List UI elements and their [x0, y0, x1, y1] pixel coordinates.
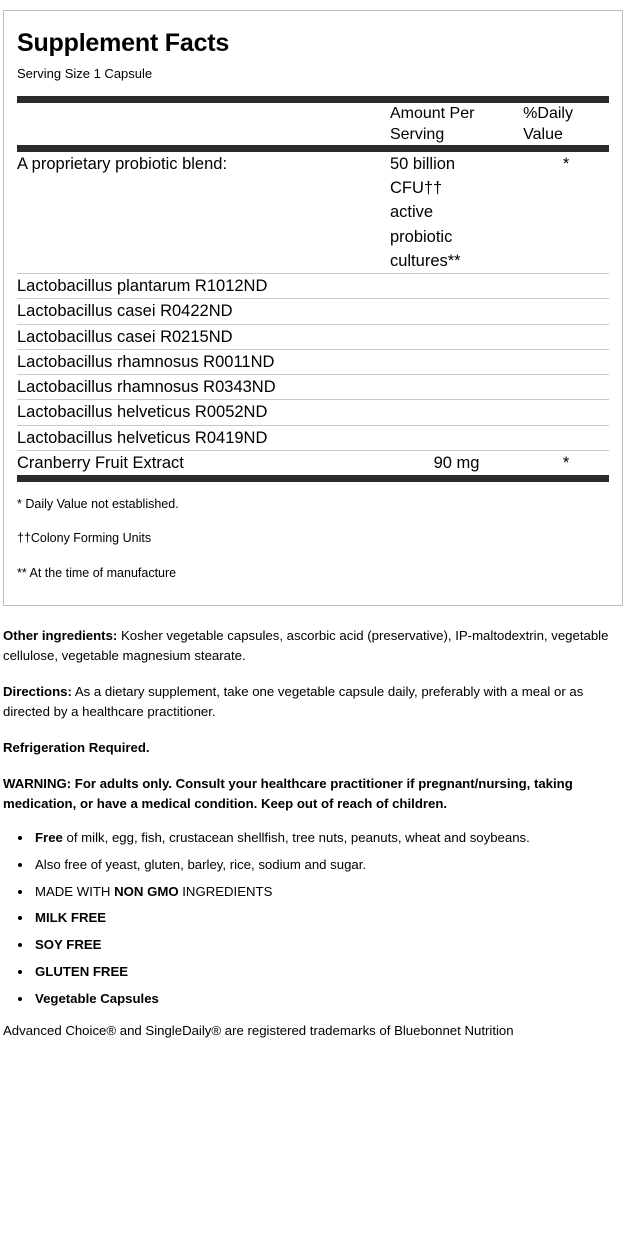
- divider-thick-bottom: [17, 475, 609, 482]
- list-item: [33, 936, 632, 955]
- blend-amount-line: 50 billion: [389, 154, 456, 173]
- table-row-strain: [17, 400, 609, 425]
- header-amount-per-serving: Amount Per Serving: [389, 104, 475, 143]
- footnote-manufacture: ** At the time of manufacture: [17, 565, 177, 580]
- strain-daily-value: [523, 274, 609, 299]
- supplement-facts-body: [17, 152, 609, 475]
- table-row-strain: [17, 349, 609, 374]
- list-item: [33, 883, 632, 902]
- strain-daily-value: [523, 400, 609, 425]
- claim-text: MADE WITH: [35, 883, 115, 899]
- claim-text: INGREDIENTS: [178, 883, 273, 899]
- strain-name: Lactobacillus casei R0422ND: [17, 299, 390, 324]
- trademark-note: Advanced Choice® and SingleDaily® are registered trademarks of Bluebonnet Nutrition: [3, 1023, 514, 1039]
- blend-amount: [390, 152, 523, 274]
- list-item: [33, 963, 632, 982]
- table-row-blend: [17, 152, 609, 274]
- list-item: [33, 990, 632, 1009]
- table-row-strain: [17, 375, 609, 400]
- page-title: Supplement Facts: [17, 29, 230, 57]
- label-body-copy: [3, 626, 632, 1041]
- blend-daily-value: *: [562, 154, 570, 173]
- refrigeration-paragraph: [3, 738, 632, 758]
- footnote-daily-value: * Daily Value not established.: [17, 497, 179, 512]
- claim-text: Also free of yeast, gluten, barley, rice, sodium and sugar.: [35, 856, 367, 872]
- other-ingredients-label: Other ingredients:: [3, 627, 118, 643]
- directions-label: Directions:: [3, 683, 72, 699]
- blend-amount-line: CFU††: [389, 179, 443, 198]
- blend-amount-line: active: [389, 203, 434, 222]
- header-nutrient-blank: [17, 103, 390, 145]
- warning-paragraph: [3, 774, 632, 814]
- strain-daily-value: [523, 375, 609, 400]
- serving-size-text: Serving Size 1 Capsule: [17, 66, 153, 81]
- warning-text: WARNING: For adults only. Consult your healthcare practitioner if pregnant/nursing, taking medication, or have a medical condition. Keep out of reach of children.: [3, 776, 573, 812]
- cranberry-daily-value: *: [523, 450, 609, 475]
- claim-emphasis: NON GMO: [114, 883, 179, 899]
- strain-daily-value: [523, 324, 609, 349]
- strain-daily-value: [523, 349, 609, 374]
- claim-emphasis: MILK FREE: [35, 910, 107, 926]
- directions-body: As a dietary supplement, take one vegetable capsule daily, preferably with a meal or as directed by a healthcare practitioner.: [3, 683, 584, 719]
- footnote-group: [17, 496, 609, 581]
- strain-amount: [390, 274, 523, 299]
- claim-emphasis: GLUTEN FREE: [35, 963, 129, 979]
- strain-amount: [390, 349, 523, 374]
- strain-amount: [390, 425, 523, 450]
- strain-name: Lactobacillus casei R0215ND: [17, 324, 390, 349]
- directions-paragraph: [3, 682, 632, 722]
- table-header-row: [17, 103, 609, 145]
- list-item: [33, 829, 632, 848]
- divider-thick-top: [17, 96, 609, 103]
- table-row-strain: [17, 324, 609, 349]
- blend-amount-line: cultures**: [389, 251, 461, 270]
- other-ingredients-body: Kosher vegetable capsules, ascorbic acid (preservative), IP-maltodextrin, vegetable cellulose, vegetable magnesium stearate.: [3, 627, 609, 663]
- blend-name: A proprietary probiotic blend:: [17, 154, 228, 173]
- other-ingredients-text: [3, 628, 608, 663]
- claim-emphasis: SOY FREE: [35, 937, 102, 953]
- other-ingredients-paragraph: [3, 626, 632, 666]
- table-row-strain: [17, 425, 609, 450]
- list-item: [33, 909, 632, 928]
- directions-text: [3, 684, 583, 719]
- strain-amount: [390, 299, 523, 324]
- table-row-strain: [17, 274, 609, 299]
- strain-name: Lactobacillus helveticus R0419ND: [17, 425, 390, 450]
- claim-emphasis: Vegetable Capsules: [35, 990, 159, 1006]
- strain-name: Lactobacillus plantarum R1012ND: [17, 274, 390, 299]
- divider-thick-header: [17, 145, 609, 152]
- supplement-facts-panel: [3, 10, 623, 606]
- strain-amount: [390, 375, 523, 400]
- blend-amount-line: probiotic: [389, 227, 453, 246]
- strain-daily-value: [523, 299, 609, 324]
- strain-name: Lactobacillus helveticus R0052ND: [17, 400, 390, 425]
- claim-text: of milk, egg, fish, crustacean shellfish, tree nuts, peanuts, wheat and soybeans.: [62, 830, 530, 846]
- footnote-cfu: ††Colony Forming Units: [17, 531, 152, 546]
- list-item: [33, 856, 632, 875]
- strain-daily-value: [523, 425, 609, 450]
- strain-name: Lactobacillus rhamnosus R0011ND: [17, 349, 390, 374]
- table-row-strain: [17, 299, 609, 324]
- supplement-facts-table: [17, 103, 609, 145]
- strain-amount: [390, 400, 523, 425]
- strain-amount: [390, 324, 523, 349]
- claim-emphasis: Free: [35, 830, 63, 846]
- refrigeration-text: Refrigeration Required.: [3, 740, 150, 756]
- table-row-cranberry: [17, 450, 609, 475]
- cranberry-amount: 90 mg: [390, 450, 523, 475]
- header-daily-value: %Daily Value: [523, 104, 573, 143]
- supplement-label-page: [0, 10, 640, 1041]
- strain-name: Lactobacillus rhamnosus R0343ND: [17, 375, 390, 400]
- claims-list: [3, 829, 632, 1008]
- cranberry-name: Cranberry Fruit Extract: [17, 450, 390, 475]
